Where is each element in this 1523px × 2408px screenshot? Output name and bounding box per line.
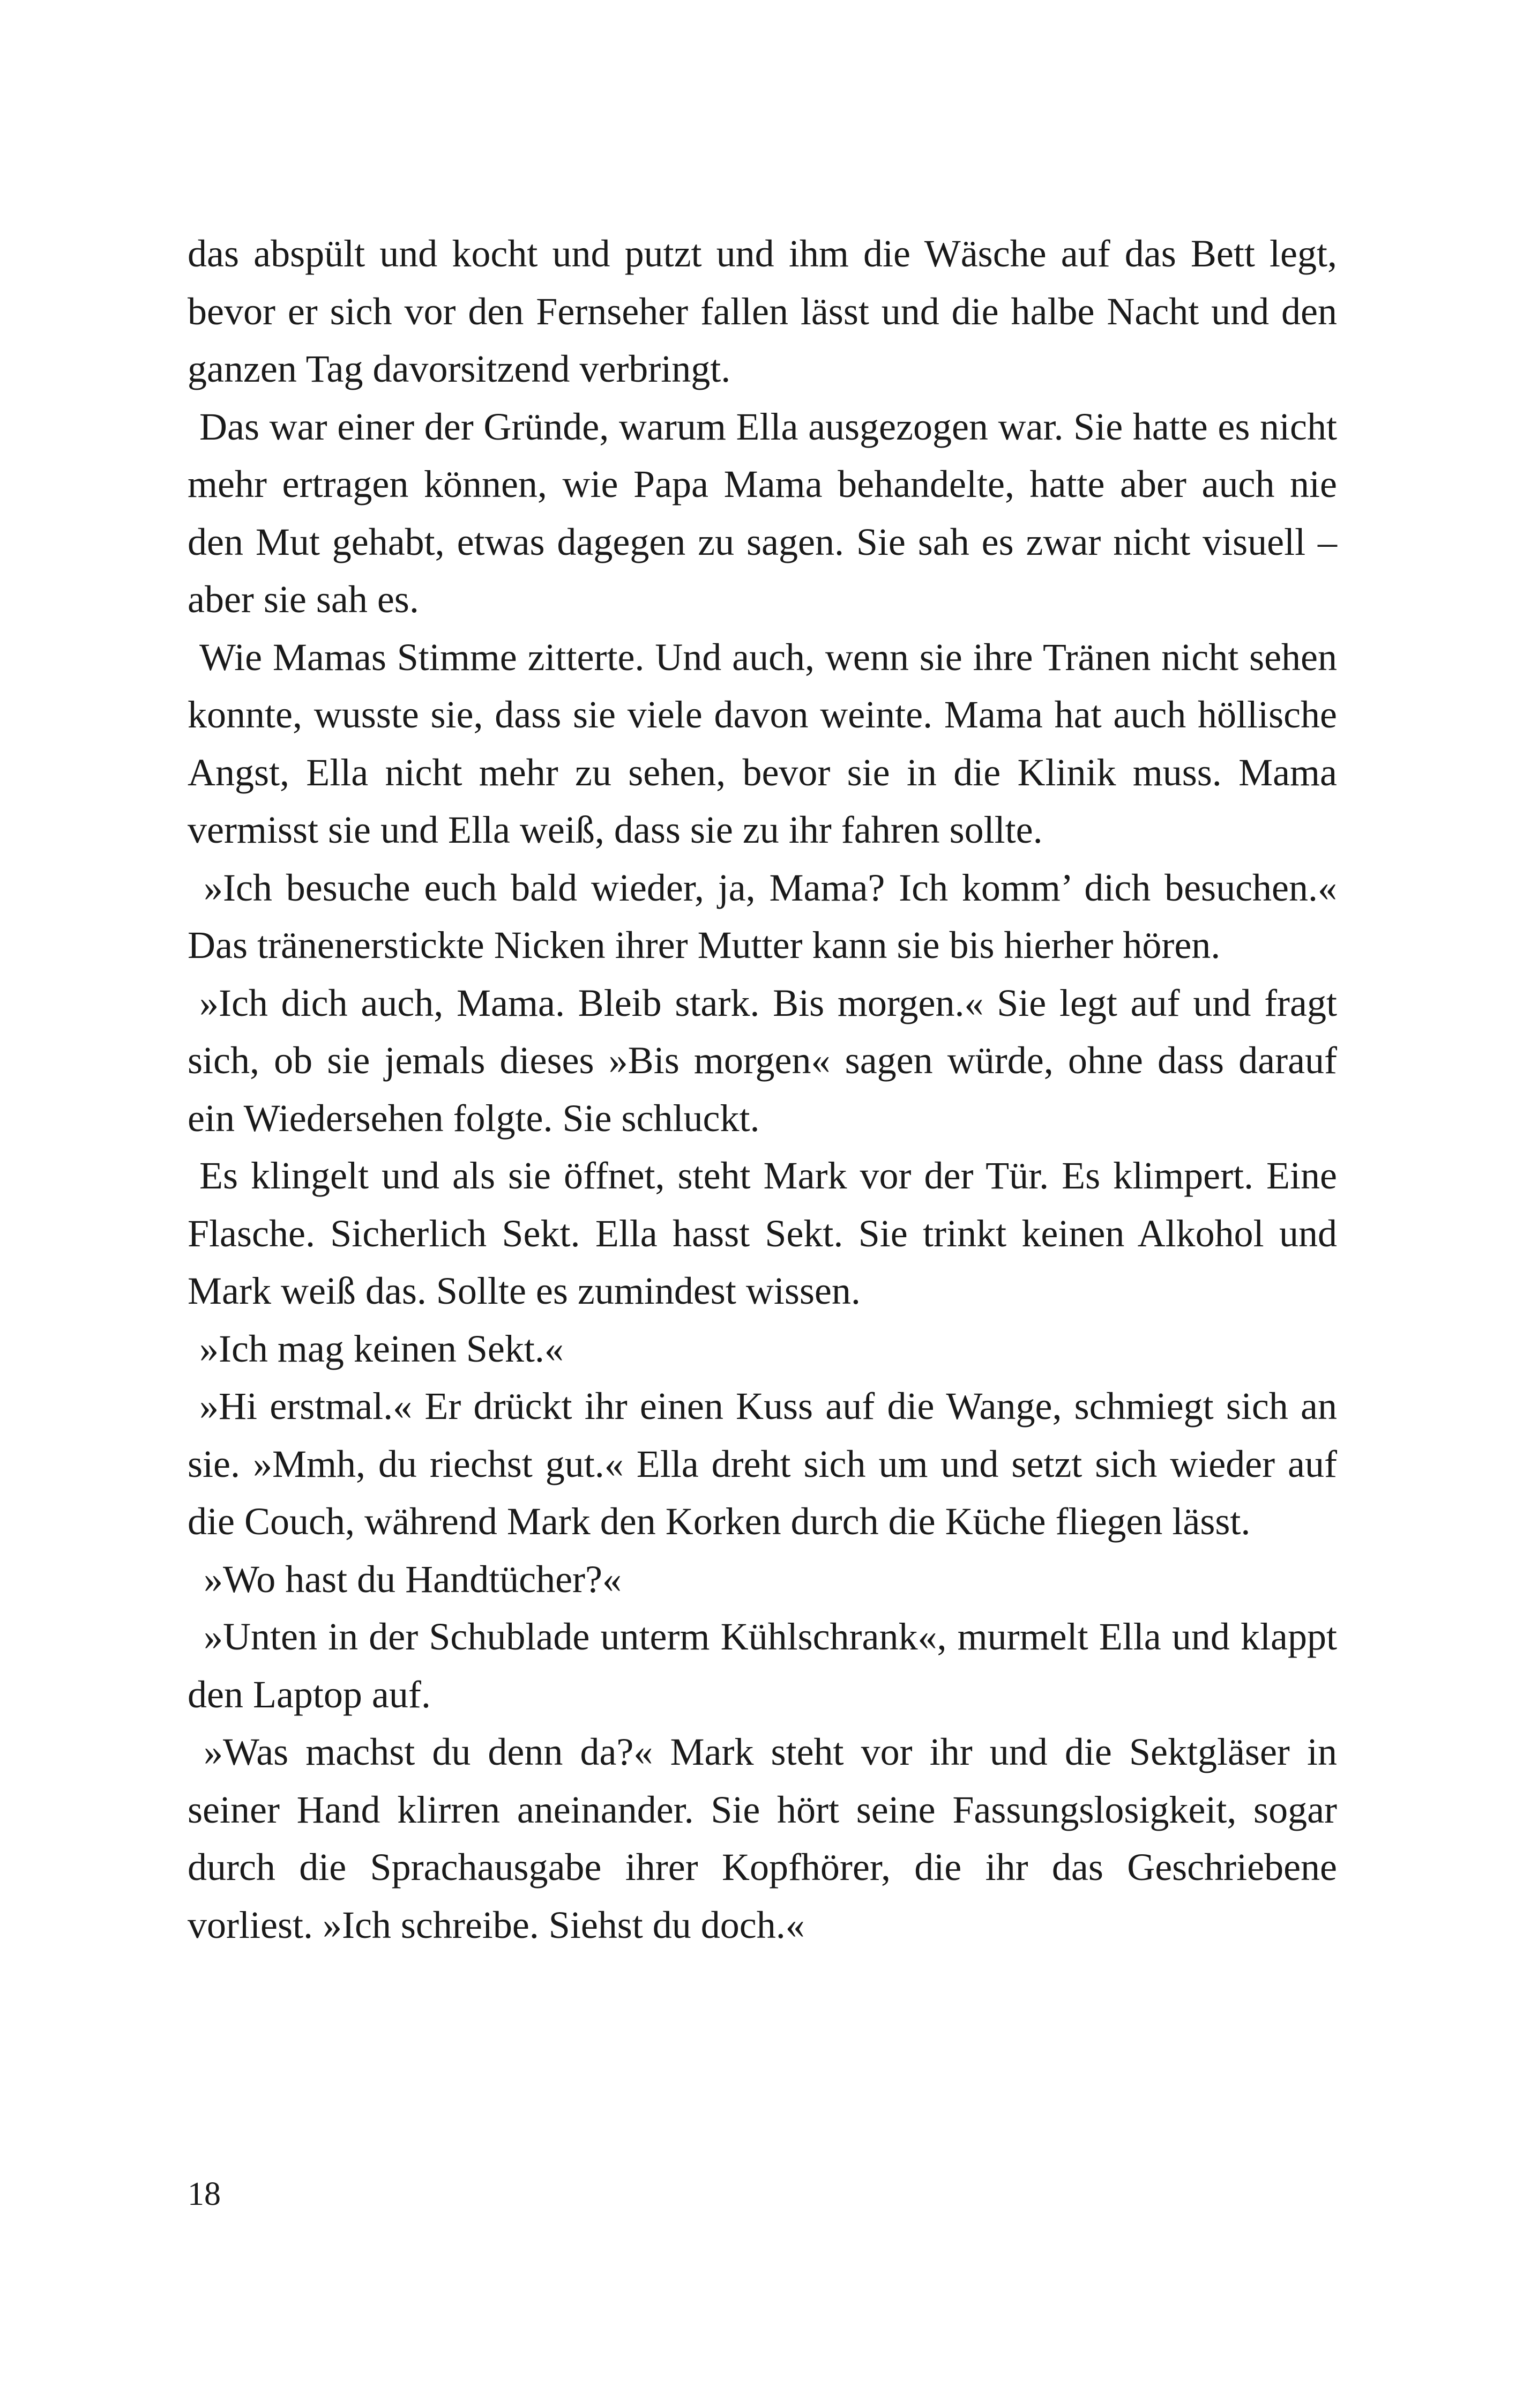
- paragraph: Es klingelt und als sie öffnet, steht Mark vor der Tür. Es klimpert. Eine Flasche. Sicherlich Sekt. Ella hasst Sekt. Sie trinkt keinen Alkohol und Mark weiß das. Sollte es zumindest wissen.: [188, 1154, 1337, 1312]
- paragraph: »Unten in der Schublade unterm Kühlschrank«, murmelt Ella und klappt den Laptop auf.: [188, 1615, 1337, 1716]
- paragraph: »Ich dich auch, Mama. Bleib stark. Bis morgen.« Sie legt auf und fragt sich, ob sie jemals dieses »Bis morgen« sagen würde, ohne dass darauf ein Wiedersehen folgte. Sie schluckt.: [188, 981, 1337, 1140]
- paragraph: Wie Mamas Stimme zitterte. Und auch, wenn sie ihre Tränen nicht sehen konnte, wusste sie, dass sie viele davon weinte. Mama hat auch höllische Angst, Ella nicht mehr zu sehen, bevor sie in die Klinik muss. Mama vermisst sie und Ella weiß, dass sie zu ihr fahren sollte.: [188, 635, 1337, 851]
- paragraph: »Was machst du denn da?« Mark steht vor ihr und die Sektgläser in seiner Hand klirren aneinander. Sie hört seine Fassungslosigkeit, sogar durch die Sprachausgabe ihrer Kopfhörer, die ihr das Geschriebene vorliest. »Ich schreibe. Siehst du doch.«: [188, 1730, 1337, 1946]
- paragraph: »Hi erstmal.« Er drückt ihr einen Kuss auf die Wange, schmiegt sich an sie. »Mmh, du riechst gut.« Ella dreht sich um und setzt sich wieder auf die Couch, während Mark den Korken durch die Küche fliegen lässt.: [188, 1385, 1337, 1543]
- paragraph: »Ich besuche euch bald wieder, ja, Mama? Ich komm’ dich besuchen.« Das tränenerstickte Nicken ihrer Mutter kann sie bis hierher hören.: [188, 866, 1337, 967]
- paragraph: »Wo hast du Handtücher?«: [204, 1557, 622, 1601]
- paragraph: Das war einer der Gründe, warum Ella ausgezogen war. Sie hatte es nicht mehr ertragen können, wie Papa Mama behandelte, hatte aber auch nie den Mut gehabt, etwas dagegen zu sagen. Sie sah es zwar nicht visuell – aber sie sah es.: [188, 405, 1337, 621]
- page-number: 18: [188, 2176, 221, 2212]
- body-text: [188, 225, 1337, 1954]
- paragraph: »Ich mag keinen Sekt.«: [199, 1327, 564, 1370]
- paragraph: das abspült und kocht und putzt und ihm die Wäsche auf das Bett legt, bevor er sich vor den Fernseher fallen lässt und die halbe Nacht und den ganzen Tag davorsitzend verbringt.: [188, 232, 1337, 390]
